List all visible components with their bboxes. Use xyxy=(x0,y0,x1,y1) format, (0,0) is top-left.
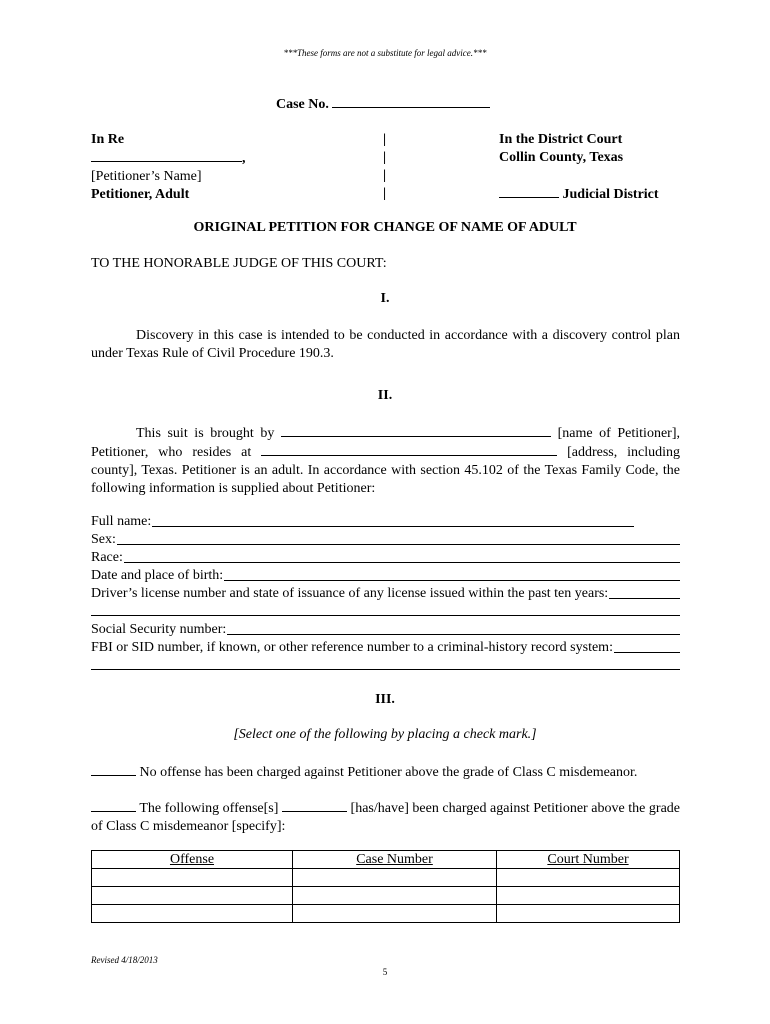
caption-left xyxy=(91,131,246,204)
section-3-heading: III. xyxy=(375,692,395,707)
header-case-number: Case Number xyxy=(293,851,497,869)
full-name-field[interactable] xyxy=(152,526,634,527)
offenses-charged-checkbox[interactable] xyxy=(91,799,136,812)
judicial-district-label: Judicial District xyxy=(562,187,659,202)
petitioner-name-blank[interactable] xyxy=(91,149,242,162)
option-no-offense: No offense has been charged against Petitioner above the grade of Class C misdemeanor. xyxy=(91,763,680,782)
salutation: TO THE HONORABLE JUDGE OF THIS COURT: xyxy=(91,256,387,271)
header-court-number: Court Number xyxy=(497,851,680,869)
ssn-row: Social Security number: xyxy=(91,620,680,638)
case-number-blank[interactable] xyxy=(332,95,490,108)
caption-divider: | | | | xyxy=(383,132,387,201)
license-row: Driver’s license number and state of issuance of any license issued within the past ten years: xyxy=(91,584,680,602)
fbi-row: FBI or SID number, if known, or other reference number to a criminal-history record system: xyxy=(91,638,680,656)
case-number-label: Case No. xyxy=(276,97,329,112)
offense-cell[interactable] xyxy=(92,887,293,905)
case-number-cell[interactable] xyxy=(293,905,497,923)
petitioner-adult-label: Petitioner, Adult xyxy=(91,187,190,202)
full-name-row: Full name: xyxy=(91,512,634,530)
district-number-blank[interactable] xyxy=(499,185,559,198)
court-number-cell[interactable] xyxy=(497,887,680,905)
header-offense: Offense xyxy=(92,851,293,869)
dob-row: Date and place of birth: xyxy=(91,566,680,584)
option-offenses-charged: The following offense[s] [has/have] been charged against Petitioner above the grade of Class C misdemeanor [specify]: xyxy=(91,801,681,834)
address-field[interactable] xyxy=(261,443,557,456)
table-row xyxy=(92,869,680,887)
county-label: Collin County, Texas xyxy=(499,150,624,165)
race-field[interactable] xyxy=(124,562,680,563)
caption-comma: , xyxy=(242,151,246,166)
sex-row: Sex: xyxy=(91,530,680,548)
table-row xyxy=(92,887,680,905)
court-number-cell[interactable] xyxy=(497,869,680,887)
ssn-field[interactable] xyxy=(227,634,680,635)
license-field-continued[interactable] xyxy=(91,615,680,616)
petitioner-name-field[interactable] xyxy=(281,424,551,437)
no-offense-checkbox[interactable] xyxy=(91,763,136,776)
offense-cell[interactable] xyxy=(92,905,293,923)
fbi-field[interactable] xyxy=(614,652,680,653)
case-number-row xyxy=(276,95,490,113)
petitioner-name-placeholder: [Petitioner’s Name] xyxy=(91,169,202,184)
offense-table-header xyxy=(92,851,680,869)
sex-field[interactable] xyxy=(117,544,680,545)
section-3-instruction: [Select one of the following by placing a check mark.] xyxy=(233,727,537,742)
offense-table xyxy=(91,850,680,923)
disclaimer: ***These forms are not a substitute for legal advice.*** xyxy=(283,48,487,58)
case-number-cell[interactable] xyxy=(293,887,497,905)
page-number: 5 xyxy=(382,967,388,977)
document-title: ORIGINAL PETITION FOR CHANGE OF NAME OF ADULT xyxy=(193,220,577,235)
license-field[interactable] xyxy=(609,598,680,599)
in-re-label: In Re xyxy=(91,132,125,147)
offense-cell[interactable] xyxy=(92,869,293,887)
section-2-heading: II. xyxy=(377,388,393,403)
race-row: Race: xyxy=(91,548,680,566)
section-2-paragraph: This suit is brought by [name of Petitioner], Petitioner, who resides at [address, including county], Texas. Petitioner is an adult. In accordance with section 45.102 of the Texas Family Code, the following information is supplied about Petitioner: xyxy=(91,426,681,496)
table-row xyxy=(92,905,680,923)
court-label: In the District Court xyxy=(499,132,623,147)
caption-right xyxy=(499,131,659,204)
revision-date: Revised 4/18/2013 xyxy=(91,955,158,965)
court-number-cell[interactable] xyxy=(497,905,680,923)
case-number-cell[interactable] xyxy=(293,869,497,887)
fbi-field-continued[interactable] xyxy=(91,669,680,670)
section-1-heading: I. xyxy=(380,291,390,306)
dob-field[interactable] xyxy=(224,580,680,581)
section-1-text: Discovery in this case is intended to be conducted in accordance with a discovery control plan under Texas Rule of Civil Procedure 190.3. xyxy=(91,328,680,361)
offense-count-field[interactable] xyxy=(282,799,347,812)
